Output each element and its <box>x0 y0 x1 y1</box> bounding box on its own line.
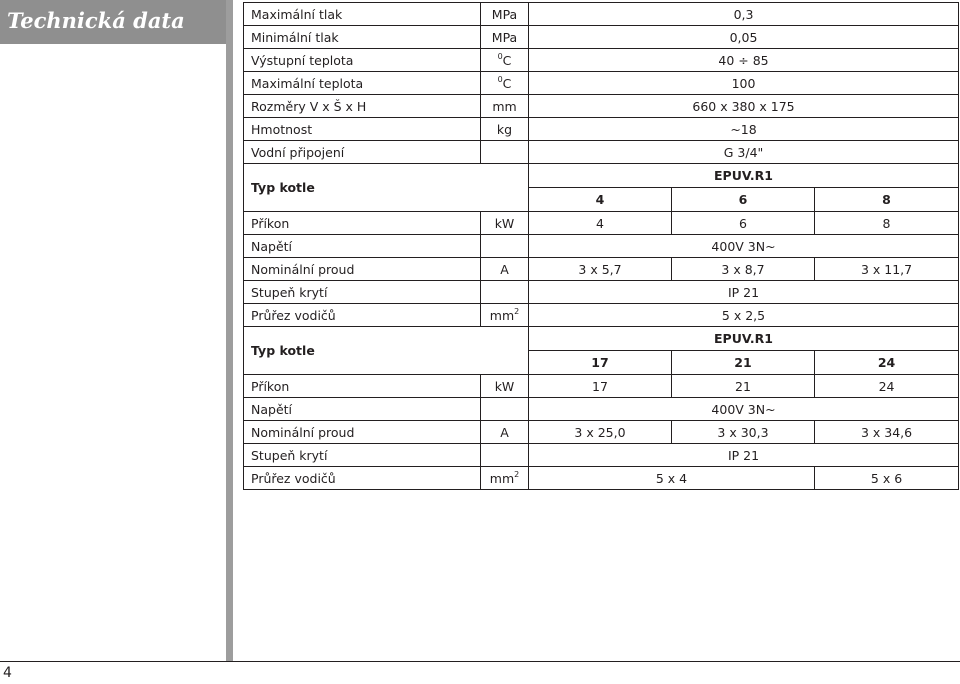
unit-text: C <box>502 52 512 68</box>
row-unit <box>481 398 529 421</box>
variant-cell: 17 <box>529 351 672 375</box>
row-unit <box>481 304 529 327</box>
row-value: 400V 3N~ <box>529 235 959 258</box>
row-label: Příkon <box>244 375 481 398</box>
row-unit: kW <box>481 375 529 398</box>
footer-rule <box>0 661 960 662</box>
unit-superscript: 2 <box>514 306 520 316</box>
model-name: EPUV.R1 <box>529 327 959 351</box>
sidebar-divider <box>226 0 233 662</box>
row-unit <box>481 49 529 72</box>
table-row <box>244 375 959 398</box>
table-row <box>244 141 959 164</box>
table-row <box>244 95 959 118</box>
row-value: 0,05 <box>529 26 959 49</box>
row-label: Rozměry V x Š x H <box>244 95 481 118</box>
unit-superscript: 2 <box>514 469 520 479</box>
row-unit <box>481 444 529 467</box>
row-value: 3 x 34,6 <box>815 421 959 444</box>
unit-text: C <box>502 75 512 91</box>
row-unit: mm <box>481 95 529 118</box>
row-unit: MPa <box>481 3 529 26</box>
row-unit: A <box>481 421 529 444</box>
row-unit: kW <box>481 212 529 235</box>
unit-superscript: 0 <box>497 74 503 84</box>
row-value: 660 x 380 x 175 <box>529 95 959 118</box>
row-label: Hmotnost <box>244 118 481 141</box>
table-row <box>244 49 959 72</box>
row-value: 5 x 4 <box>529 467 815 490</box>
table-row <box>244 72 959 95</box>
row-label: Nominální proud <box>244 421 481 444</box>
row-value: 5 x 6 <box>815 467 959 490</box>
table-row <box>244 398 959 421</box>
row-label: Nominální proud <box>244 258 481 281</box>
row-value: 6 <box>672 212 815 235</box>
table-row <box>244 26 959 49</box>
row-value: 3 x 5,7 <box>529 258 672 281</box>
table-row <box>244 258 959 281</box>
row-value: ~18 <box>529 118 959 141</box>
unit-text: mm <box>489 307 515 323</box>
row-unit <box>481 141 529 164</box>
row-unit <box>481 72 529 95</box>
variant-cell: 21 <box>672 351 815 375</box>
row-value: IP 21 <box>529 444 959 467</box>
model-name: EPUV.R1 <box>529 164 959 188</box>
row-value: 40 ÷ 85 <box>529 49 959 72</box>
row-label: Průřez vodičů <box>244 467 481 490</box>
boiler-type-label: Typ kotle <box>244 327 529 375</box>
row-label: Výstupní teplota <box>244 49 481 72</box>
variant-cell: 6 <box>672 188 815 212</box>
table-row <box>244 212 959 235</box>
variant-cell: 4 <box>529 188 672 212</box>
table-row <box>244 421 959 444</box>
row-unit: MPa <box>481 26 529 49</box>
table-row <box>244 3 959 26</box>
variant-cell: 8 <box>815 188 959 212</box>
row-value: 24 <box>815 375 959 398</box>
table-row <box>244 118 959 141</box>
row-label: Příkon <box>244 212 481 235</box>
unit-text: mm <box>489 470 515 486</box>
row-value: 3 x 25,0 <box>529 421 672 444</box>
row-unit: A <box>481 258 529 281</box>
boiler-type-label: Typ kotle <box>244 164 529 212</box>
row-label: Minimální tlak <box>244 26 481 49</box>
row-unit <box>481 281 529 304</box>
sidebar-title: Technická data <box>0 0 226 44</box>
row-label: Maximální teplota <box>244 72 481 95</box>
table-row <box>244 235 959 258</box>
row-value: 21 <box>672 375 815 398</box>
row-value: G 3/4" <box>529 141 959 164</box>
row-label: Stupeň krytí <box>244 444 481 467</box>
row-label: Průřez vodičů <box>244 304 481 327</box>
row-label: Maximální tlak <box>244 3 481 26</box>
page-number: 4 <box>3 665 12 681</box>
row-label: Napětí <box>244 235 481 258</box>
row-label: Vodní připojení <box>244 141 481 164</box>
table-row <box>244 467 959 490</box>
row-value: 3 x 11,7 <box>815 258 959 281</box>
row-value: 400V 3N~ <box>529 398 959 421</box>
table-row <box>244 304 959 327</box>
spec-table <box>243 2 959 490</box>
row-value: 3 x 8,7 <box>672 258 815 281</box>
model-header-row <box>244 164 959 188</box>
row-value: IP 21 <box>529 281 959 304</box>
row-unit <box>481 235 529 258</box>
row-value: 100 <box>529 72 959 95</box>
row-value: 8 <box>815 212 959 235</box>
row-unit <box>481 467 529 490</box>
row-unit: kg <box>481 118 529 141</box>
table-row <box>244 281 959 304</box>
row-value: 3 x 30,3 <box>672 421 815 444</box>
sidebar <box>0 0 226 662</box>
variant-cell: 24 <box>815 351 959 375</box>
model-header-row <box>244 327 959 351</box>
row-value: 0,3 <box>529 3 959 26</box>
row-label: Napětí <box>244 398 481 421</box>
row-value: 17 <box>529 375 672 398</box>
row-value: 5 x 2,5 <box>529 304 959 327</box>
row-label: Stupeň krytí <box>244 281 481 304</box>
row-value: 4 <box>529 212 672 235</box>
unit-superscript: 0 <box>497 51 503 61</box>
table-row <box>244 444 959 467</box>
